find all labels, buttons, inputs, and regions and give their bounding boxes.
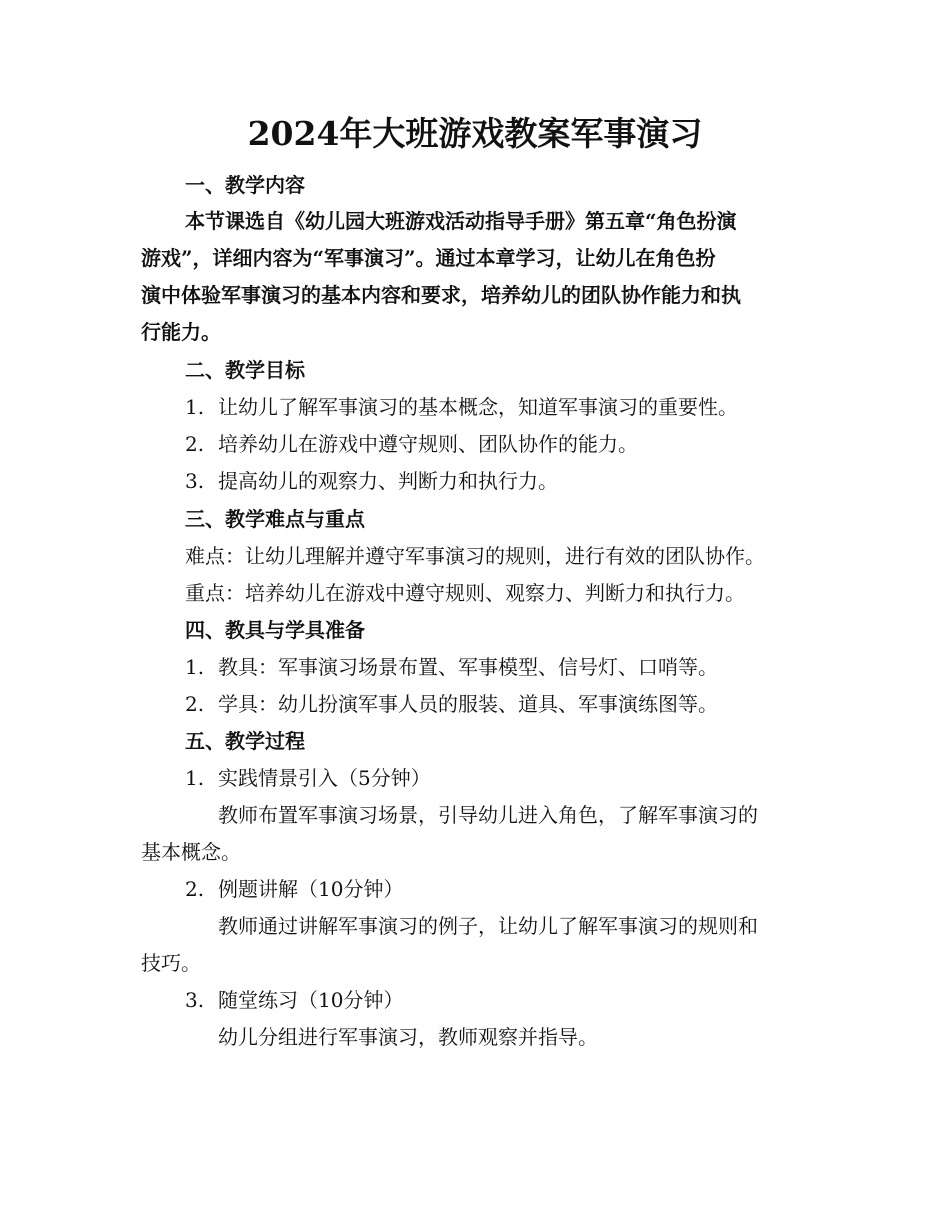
section-heading-materials: 四、教具与学具准备 (185, 618, 365, 642)
section-heading-process: 五、教学过程 (185, 729, 305, 753)
goal-item (185, 394, 738, 420)
material-item (185, 654, 718, 680)
goal-number: 3. (185, 469, 205, 493)
goal-item (185, 431, 638, 457)
process-step-title (185, 876, 403, 902)
step-number: 3. (185, 988, 205, 1012)
step-body-line: 教师通过讲解军事演习的例子，让幼儿了解军事演习的规则和 (218, 914, 758, 938)
process-step-title (185, 765, 431, 791)
content-paragraph-line: 行能力。 (141, 320, 221, 344)
step-title-text: 实践情景引入（5分钟） (218, 766, 431, 790)
step-number: 1. (185, 766, 205, 790)
goal-number: 2. (185, 432, 205, 456)
step-title-text: 随堂练习（10分钟） (218, 988, 404, 1012)
section-heading-goals: 二、教学目标 (185, 358, 305, 382)
process-step-title (185, 987, 403, 1013)
difficulty-line: 难点：让幼儿理解并遵守军事演习的规则，进行有效的团队协作。 (185, 544, 765, 568)
content-paragraph-line: 游戏”，详细内容为“军事演习”。通过本章学习，让幼儿在角色扮 (141, 246, 716, 270)
goal-number: 1. (185, 395, 205, 419)
step-body-line: 技巧。 (141, 951, 201, 975)
content-paragraph-line: 演中体验军事演习的基本内容和要求，培养幼儿的团队协作能力和执 (141, 283, 741, 307)
step-body-line: 幼儿分组进行军事演习，教师观察并指导。 (218, 1025, 598, 1049)
goal-text: 培养幼儿在游戏中遵守规则、团队协作的能力。 (218, 432, 638, 456)
content-paragraph-line: 本节课选自《幼儿园大班游戏活动指导手册》第五章“角色扮演 (185, 209, 737, 233)
step-title-text: 例题讲解（10分钟） (218, 877, 404, 901)
key-point-line: 重点：培养幼儿在游戏中遵守规则、观察力、判断力和执行力。 (185, 581, 745, 605)
material-text: 教具：军事演习场景布置、军事模型、信号灯、口哨等。 (218, 655, 718, 679)
step-number: 2. (185, 877, 205, 901)
material-item (185, 691, 718, 717)
section-heading-content: 一、教学内容 (185, 173, 305, 197)
step-body-line: 基本概念。 (141, 840, 241, 864)
material-text: 学具：幼儿扮演军事人员的服装、道具、军事演练图等。 (218, 692, 718, 716)
step-body-line: 教师布置军事演习场景，引导幼儿进入角色，了解军事演习的 (218, 803, 758, 827)
document-title: 2024年大班游戏教案军事演习 (247, 114, 703, 153)
material-number: 1. (185, 655, 205, 679)
goal-text: 提高幼儿的观察力、判断力和执行力。 (218, 469, 558, 493)
material-number: 2. (185, 692, 205, 716)
goal-text: 让幼儿了解军事演习的基本概念，知道军事演习的重要性。 (218, 395, 738, 419)
section-heading-focus: 三、教学难点与重点 (185, 507, 365, 531)
goal-item (185, 468, 558, 494)
